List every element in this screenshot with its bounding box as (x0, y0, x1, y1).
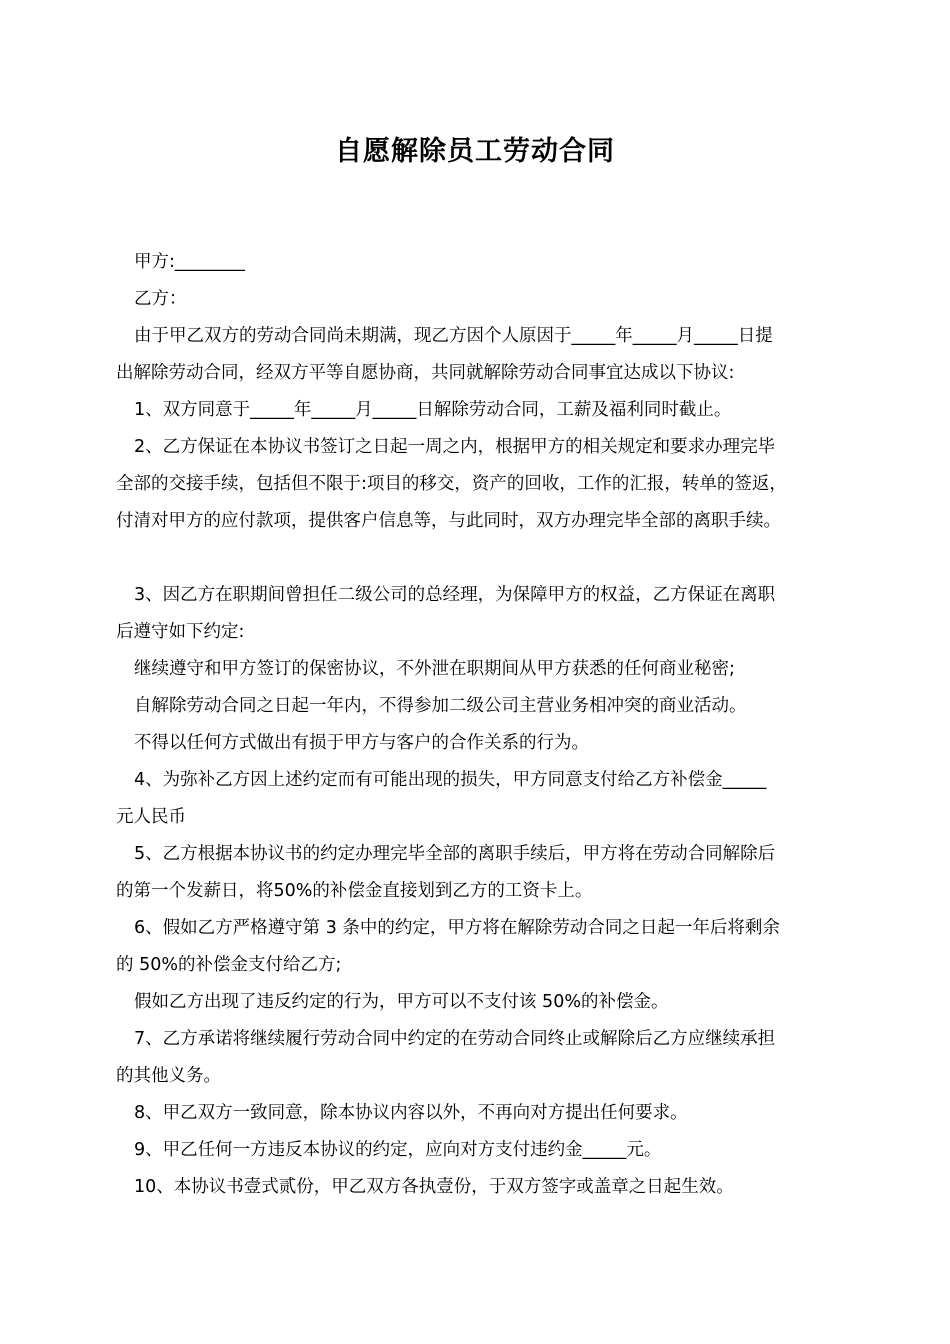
clause-3-item: 不得以任何方式做出有损于甲方与客户的合作关系的行为。 (134, 733, 589, 753)
clause-7-line: 的其他义务。 (116, 1066, 221, 1086)
clause-5-line: 的第一个发薪日，将50%的补偿金直接划到乙方的工资卡上。 (116, 881, 593, 901)
clause-4-line: 元人民币 (116, 807, 186, 827)
clause-3-line: 3、因乙方在职期间曾担任二级公司的总经理，为保障甲方的权益，乙方保证在离职 (134, 585, 776, 605)
clause-2-line: 全部的交接手续，包括但不限于:项目的移交，资产的回收，工作的汇报，转单的签返， (116, 474, 787, 494)
clause-7-line: 7、乙方承诺将继续履行劳动合同中约定的在劳动合同终止或解除后乙方应继续承担 (134, 1029, 776, 1049)
preamble-line: 出解除劳动合同，经双方平等自愿协商，共同就解除劳动合同事宜达成以下协议: (116, 363, 735, 383)
paragraph-gap (116, 540, 836, 577)
clause-9: 9、甲乙任何一方违反本协议的约定，应向对方支付违约金_____元。 (134, 1140, 662, 1160)
clause-6-line: 6、假如乙方严格遵守第 3 条中的约定，甲方将在解除劳动合同之日起一年后将剩余 (134, 918, 780, 938)
clause-6-line: 假如乙方出现了违反约定的行为，甲方可以不支付该 50%的补偿金。 (134, 992, 669, 1012)
document-title: 自愿解除员工劳动合同 (335, 136, 615, 167)
party-a-line: 甲方:________ (134, 252, 245, 272)
clause-6-line: 的 50%的补偿金支付给乙方; (116, 955, 342, 975)
clause-8: 8、甲乙双方一致同意，除本协议内容以外，不再向对方提出任何要求。 (134, 1103, 688, 1123)
clause-3-item: 继续遵守和甲方签订的保密协议，不外泄在职期间从甲方获悉的任何商业秘密; (134, 659, 735, 679)
clause-4-line: 4、为弥补乙方因上述约定而有可能出现的损失，甲方同意支付给乙方补偿金_____ (134, 770, 767, 790)
party-b-line: 乙方： (134, 289, 187, 309)
clause-1: 1、双方同意于_____年_____月_____日解除劳动合同，工薪及福利同时截止。 (134, 400, 732, 420)
clause-2-line: 2、乙方保证在本协议书签订之日起一周之内，根据甲方的相关规定和要求办理完毕 (134, 437, 776, 457)
clause-3-item: 自解除劳动合同之日起一年内，不得参加二级公司主营业务相冲突的商业活动。 (134, 696, 747, 716)
preamble-line: 由于甲乙双方的劳动合同尚未期满，现乙方因个人原因于_____年_____月_____日提 (134, 326, 773, 346)
clause-10: 10、本协议书壹式贰份，甲乙双方各执壹份，于双方签字或盖章之日起生效。 (134, 1177, 734, 1197)
clause-2-line: 付清对甲方的应付款项，提供客户信息等，与此同时，双方办理完毕全部的离职手续。 (116, 511, 781, 531)
clause-5-line: 5、乙方根据本协议书的约定办理完毕全部的离职手续后，甲方将在劳动合同解除后 (134, 844, 776, 864)
clause-3-line: 后遵守如下约定: (116, 622, 245, 642)
document-body (116, 244, 836, 1206)
